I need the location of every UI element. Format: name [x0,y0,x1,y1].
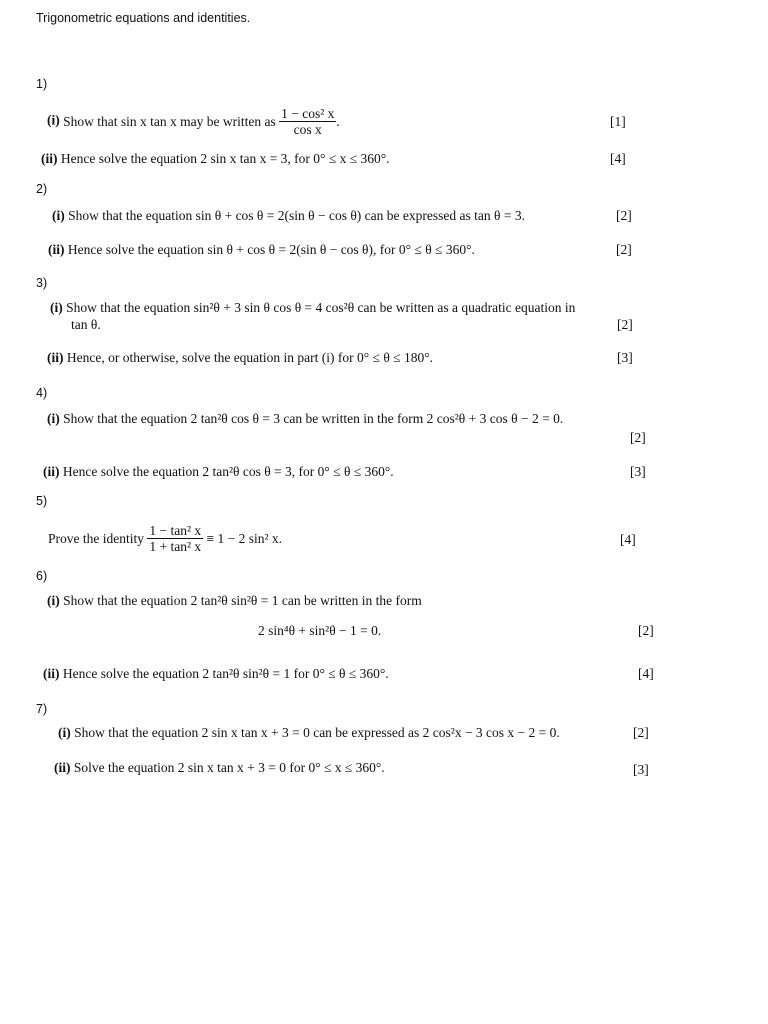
statement-text: Prove the identity [48,531,144,546]
part-text: Show that the equation sin θ + cos θ = 2(sin θ − cos θ) can be expressed as tan θ = 3. [68,208,525,223]
part-text: Hence, or otherwise, solve the equation in part (i) for 0° ≤ θ ≤ 180°. [66,350,433,365]
question-2-part-i [52,208,525,224]
question-4-part-i [47,411,563,427]
part-text: Solve the equation 2 sin x tan x + 3 = 0 for 0° ≤ x ≤ 360°. [73,760,385,775]
marks-badge: [4] [610,151,626,166]
question-3-number: 3) [36,276,48,290]
part-text: Show that the equation sin²θ + 3 sin θ cos θ = 4 cos²θ can be written as a quadratic equation in [66,300,576,315]
part-text: Hence solve the equation 2 tan²θ cos θ = 3, for 0° ≤ θ ≤ 360°. [62,464,394,479]
question-6-equation: 2 sin⁴θ + sin²θ − 1 = 0. [258,623,382,638]
fraction [147,523,203,554]
marks-badge: [3] [630,464,646,479]
question-6-part-i [47,593,422,609]
part-label: (ii) [41,151,58,166]
question-2-part-ii [48,242,475,258]
part-label: (i) [50,300,63,315]
part-text: Show that the equation 2 tan²θ sin²θ = 1 can be written in the form [63,593,422,608]
question-7-number: 7) [36,702,48,716]
part-label: (i) [47,593,60,608]
question-3-part-i-continued: tan θ. [71,317,101,332]
part-text: Show that the equation 2 tan²θ cos θ = 3 can be written in the form 2 cos²θ + 3 cos θ − 2 = 0. [63,411,564,426]
fraction-denominator: cos x [293,122,322,137]
question-7-part-ii [54,760,385,776]
statement-tail: ≡ 1 − 2 sin² x. [206,531,283,546]
question-1-part-i [47,106,340,137]
part-text: Show that the equation 2 sin x tan x + 3 = 0 can be expressed as 2 cos²x − 3 cos x − 2 = 0. [74,725,560,740]
marks-badge: [1] [610,114,626,129]
question-4-part-ii [43,464,394,480]
part-text: Hence solve the equation sin θ + cos θ = 2(sin θ − cos θ), for 0° ≤ θ ≤ 360°. [67,242,475,257]
question-2-number: 2) [36,182,48,196]
part-label: (i) [47,411,60,426]
question-6-number: 6) [36,569,48,583]
fraction [279,106,336,137]
part-label: (ii) [47,350,64,365]
part-label: (ii) [54,760,71,775]
question-4-number: 4) [36,386,48,400]
fraction-denominator: 1 + tan² x [149,539,202,554]
marks-badge: [2] [616,208,632,223]
part-text: Hence solve the equation 2 tan²θ sin²θ = 1 for 0° ≤ θ ≤ 360°. [62,666,389,681]
question-1-number: 1) [36,77,48,91]
part-tail: . [336,114,340,129]
marks-badge: [4] [620,532,636,547]
marks-badge: [2] [617,317,633,332]
part-label: (i) [58,725,71,740]
part-label: (i) [52,208,65,223]
question-5-statement [48,523,282,554]
part-label: (ii) [43,464,60,479]
marks-badge: [2] [630,430,646,445]
question-3-part-ii [47,350,433,366]
part-label: (i) [47,112,60,128]
part-label: (ii) [48,242,65,257]
part-text: Show that sin x tan x may be written as [63,114,276,129]
fraction-numerator: 1 − cos² x [281,106,335,121]
question-6-part-ii [43,666,389,682]
question-1-part-ii [41,151,390,167]
part-label: (ii) [43,666,60,681]
fraction-numerator: 1 − tan² x [149,523,202,538]
marks-badge: [2] [616,242,632,257]
marks-badge: [2] [633,725,649,740]
marks-badge: [3] [617,350,633,365]
document-title: Trigonometric equations and identities. [36,11,251,25]
part-text: Hence solve the equation 2 sin x tan x = 3, for 0° ≤ x ≤ 360°. [60,151,390,166]
marks-badge: [3] [633,762,649,777]
marks-badge: [4] [638,666,654,681]
question-5-number: 5) [36,494,48,508]
marks-badge: [2] [638,623,654,638]
question-3-part-i [50,300,575,316]
question-7-part-i [58,725,560,741]
